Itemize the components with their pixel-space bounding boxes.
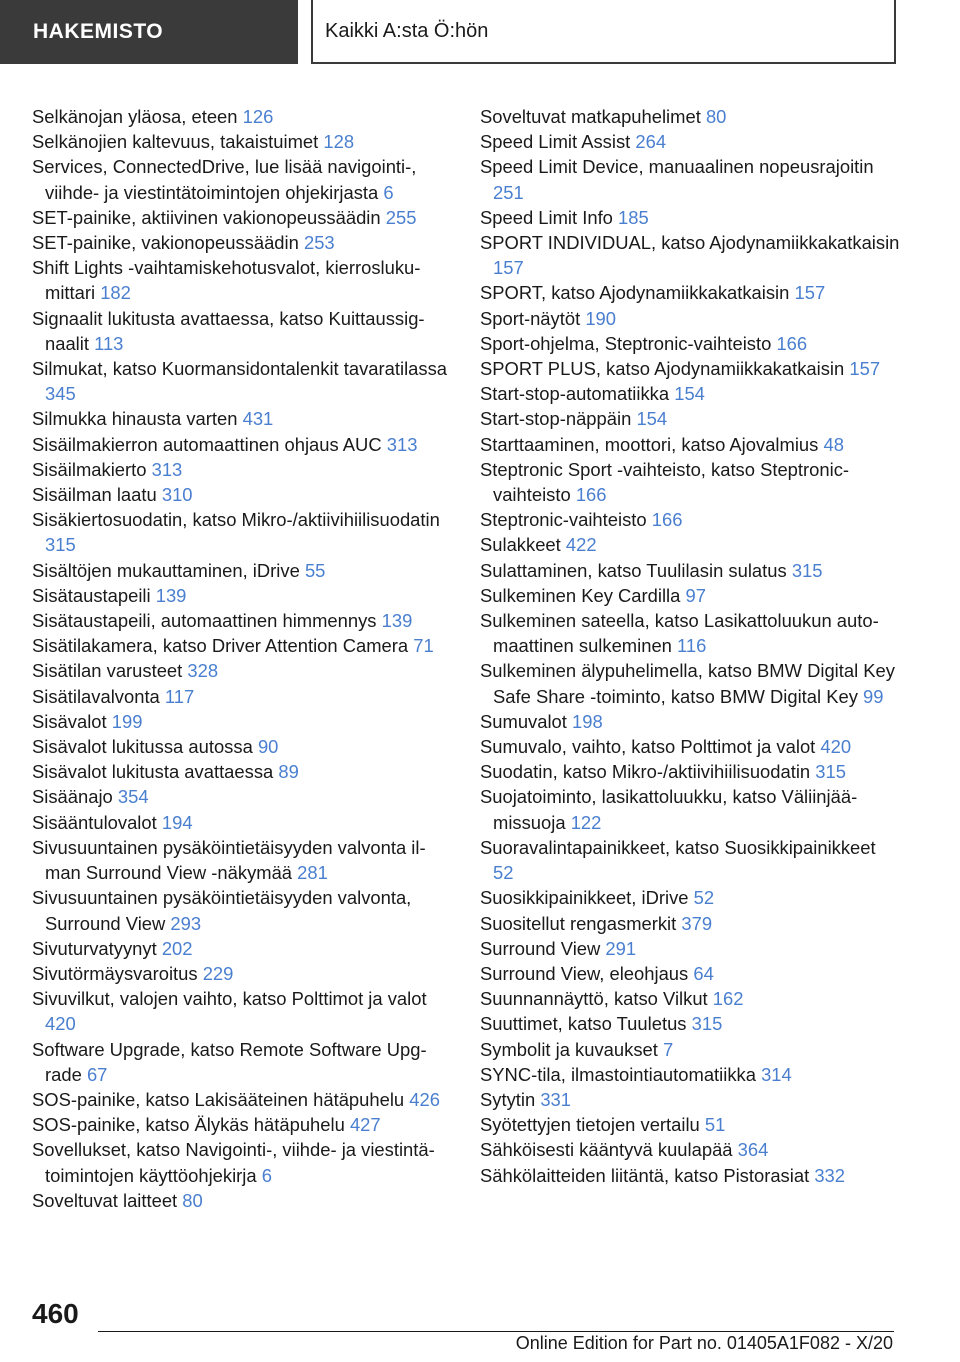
entry-term: Sisäilmakierron automaattinen ohjaus AUC (32, 433, 382, 455)
entry-term: Sivusuuntainen pysäköintietäisyyden valvonta, Surround View (32, 887, 412, 934)
entry-term: Suodatin, katso Mikro-/aktiivihiilisuodatin (480, 761, 811, 783)
entry-term: Shift Lights -vaihtamiskehotusvalot, kierroslukumittari (32, 257, 421, 304)
index-entry (32, 1037, 452, 1087)
entry-page-link[interactable]: 51 (704, 1114, 726, 1136)
entry-term: Syötettyjen tietojen vertailu (480, 1114, 700, 1136)
entry-term: Sytytin (480, 1088, 536, 1110)
entry-term: SPORT, katso Ajodynamiikkakatkaisin (480, 282, 790, 304)
entry-term: SPORT PLUS, katso Ajodynamiikkakatkaisin (480, 358, 845, 380)
entry-term: Services, ConnectedDrive, lue lisää navigointi-, viihde- ja viestintätoimintojen ohjekirjasta (32, 156, 417, 203)
entry-page-link[interactable]: 314 (761, 1063, 792, 1085)
entry-page-link[interactable]: 194 (161, 811, 193, 833)
entry-page-link[interactable]: 331 (540, 1088, 572, 1110)
entry-term: Soveltuvat laitteet (32, 1189, 178, 1211)
index-entry (480, 381, 900, 406)
index-entry (480, 154, 900, 204)
section-tab: HAKEMISTO (0, 0, 298, 64)
entry-term: SET-painike, aktiivinen vakionopeussäädin (32, 206, 381, 228)
entry-page-link[interactable]: 97 (685, 584, 706, 606)
entry-page-link[interactable]: 313 (386, 433, 418, 455)
index-entry (480, 734, 900, 759)
footer-divider (98, 1331, 894, 1332)
entry-page-link[interactable]: 354 (117, 786, 149, 808)
entry-page-link[interactable]: 379 (681, 912, 713, 934)
entry-page-link[interactable]: 116 (677, 635, 707, 657)
entry-page-link[interactable]: 157 (794, 282, 826, 304)
entry-page-link[interactable]: 364 (737, 1139, 769, 1161)
entry-page-link[interactable]: 264 (635, 131, 667, 153)
entry-term: Speed Limit Assist (480, 131, 631, 153)
entry-page-link[interactable]: 166 (575, 484, 607, 506)
entry-term: Sisävalot (32, 710, 107, 732)
entry-term: Suosikkipainikkeet, iDrive (480, 887, 689, 909)
index-entry (480, 205, 900, 230)
index-entry (480, 885, 900, 910)
index-entry (32, 306, 452, 356)
index-entry (32, 1087, 452, 1112)
entry-term: Sähköisesti kääntyvä kuulapää (480, 1139, 733, 1161)
entry-term: Sähkölaitteiden liitäntä, katso Pistorasiat (480, 1164, 810, 1186)
index-entry (480, 1037, 900, 1062)
edition-note: Online Edition for Part no. 01405A1F082 - X/20 (515, 1333, 893, 1353)
entry-page-link[interactable]: 52 (493, 862, 514, 884)
entry-page-link[interactable]: 315 (45, 534, 76, 556)
entry-term: Sivuturvatyynyt (32, 937, 157, 959)
entry-term: Surround View, eleohjaus (480, 962, 689, 984)
entry-term: Sulattaminen, katso Tuulilasin sulatus (480, 559, 787, 581)
entry-term: Sivutörmäysvaroitus (32, 962, 198, 984)
entry-term: SOS-painike, katso Lakisääteinen hätäpuhelu (32, 1088, 405, 1110)
entry-page-link[interactable]: 6 (383, 181, 394, 203)
entry-page-link[interactable]: 157 (849, 358, 881, 380)
entry-term: Suositellut rengasmerkit (480, 912, 677, 934)
index-entry (480, 432, 900, 457)
section-subtitle: Kaikki A:sta Ö:hön (311, 0, 896, 64)
index-entry (32, 205, 452, 230)
entry-page-link[interactable]: 202 (161, 937, 193, 959)
entry-term: Silmukka hinausta varten (32, 408, 238, 430)
index-entry (32, 784, 452, 809)
index-entry (480, 129, 900, 154)
entry-term: Sivuvilkut, valojen vaihto, katso Polttimot ja valot (32, 988, 427, 1010)
entry-term: Suunnannäyttö, katso Vilkut (480, 988, 708, 1010)
entry-term: Steptronic-vaihteisto (480, 509, 647, 531)
entry-term: Sulkeminen sateella, katso Lasikattoluukun automaattinen sulkeminen (480, 610, 879, 657)
entry-page-link[interactable]: 332 (814, 1164, 845, 1186)
index-entry (480, 835, 900, 885)
index-entry (480, 406, 900, 431)
entry-term: Sisäilman laatu (32, 484, 157, 506)
entry-page-link[interactable]: 48 (823, 433, 844, 455)
index-entry (32, 482, 452, 507)
entry-term: Soveltuvat matkapuhelimet (480, 106, 701, 127)
entry-page-link[interactable]: 420 (820, 736, 852, 758)
entry-page-link[interactable]: 422 (565, 534, 597, 556)
entry-page-link[interactable]: 67 (86, 1063, 108, 1085)
index-entry (480, 532, 900, 557)
index-entry (32, 684, 452, 709)
index-column-right (480, 104, 900, 1188)
entry-page-link[interactable]: 420 (45, 1013, 76, 1035)
index-entry (480, 306, 900, 331)
entry-page-link[interactable]: 55 (304, 559, 326, 581)
entry-page-link[interactable]: 139 (381, 610, 413, 632)
entry-page-link[interactable]: 126 (242, 106, 274, 127)
index-entry (480, 961, 900, 986)
entry-term: Suoravalintapainikkeet, katso Suosikkipainikkeet (480, 836, 876, 858)
entry-page-link[interactable]: 166 (651, 509, 683, 531)
index-entry (32, 658, 452, 683)
entry-term: Sumuvalot (480, 710, 567, 732)
index-entry (32, 507, 452, 557)
entry-term: SOS-painike, katso Älykäs hätäpuhelu (32, 1114, 345, 1136)
entry-term: Selkänojien kaltevuus, takaistuimet (32, 131, 319, 153)
entry-term: SPORT INDIVIDUAL, katso Ajodynamiikkakatkaisin (480, 232, 900, 254)
index-entry (32, 885, 452, 935)
entry-page-link[interactable]: 281 (297, 862, 328, 884)
index-entry (32, 936, 452, 961)
index-entry (32, 810, 452, 835)
entry-term: Steptronic Sport -vaihteisto, katso Steptronic-vaihteisto (480, 458, 850, 506)
entry-term: Silmukat, katso Kuormansidontalenkit tavaratilassa (32, 358, 448, 380)
entry-page-link[interactable]: 253 (303, 232, 335, 254)
entry-page-link[interactable]: 190 (585, 307, 616, 329)
index-entry (480, 230, 900, 280)
index-entry (32, 558, 452, 583)
entry-term: Sport-ohjelma, Steptronic-vaihteisto (480, 332, 772, 354)
entry-page-link[interactable]: 139 (155, 584, 187, 606)
entry-page-link[interactable]: 162 (712, 988, 744, 1010)
index-entry (480, 986, 900, 1011)
entry-term: Symbolit ja kuvaukset (480, 1038, 658, 1060)
entry-term: Speed Limit Info (480, 206, 613, 228)
entry-page-link[interactable]: 199 (111, 710, 143, 732)
index-entry (32, 356, 452, 406)
entry-page-link[interactable]: 313 (151, 458, 183, 480)
entry-page-link[interactable]: 166 (776, 332, 808, 354)
index-entry (480, 1062, 900, 1087)
entry-term: Selkänojan yläosa, eteen (32, 106, 238, 127)
entry-term: Sulkeminen Key Cardilla (480, 584, 681, 606)
entry-page-link[interactable]: 6 (261, 1164, 272, 1186)
entry-page-link[interactable]: 427 (349, 1114, 381, 1136)
index-entry (480, 1011, 900, 1036)
index-entry (480, 104, 900, 129)
index-entry (32, 129, 452, 154)
index-entry (32, 230, 452, 255)
entry-page-link[interactable]: 185 (618, 206, 649, 228)
index-entry (32, 255, 452, 305)
entry-page-link[interactable]: 431 (242, 408, 274, 430)
index-entry (32, 583, 452, 608)
page-header (0, 0, 960, 64)
entry-term: Sport-näytöt (480, 307, 581, 329)
entry-page-link[interactable]: 113 (94, 332, 124, 354)
entry-term: Suojatoiminto, lasikattoluukku, katso Väliinjäämissuoja (480, 786, 858, 833)
entry-page-link[interactable]: 345 (45, 383, 76, 405)
entry-term: Sumuvalo, vaihto, katso Polttimot ja valot (480, 736, 816, 758)
entry-page-link[interactable]: 128 (323, 131, 355, 153)
entry-term: Suuttimet, katso Tuuletus (480, 1013, 687, 1035)
index-entry (480, 936, 900, 961)
entry-page-link[interactable]: 157 (493, 257, 524, 279)
entry-page-link[interactable]: 122 (570, 811, 602, 833)
entry-term: Sisätilavalvonta (32, 685, 160, 707)
entry-term: Sisäilmakierto (32, 458, 147, 480)
entry-page-link[interactable]: 154 (636, 408, 668, 430)
entry-term: Sisätilan varusteet (32, 660, 183, 682)
index-entry (32, 608, 452, 633)
entry-term: SET-painike, vakionopeussäädin (32, 232, 299, 254)
entry-term: Surround View (480, 937, 601, 959)
entry-page-link[interactable]: 426 (409, 1088, 440, 1110)
entry-page-link[interactable]: 315 (691, 1013, 723, 1035)
entry-term: Sisätilakamera, katso Driver Attention Camera (32, 635, 409, 657)
index-entry (480, 759, 900, 784)
entry-page-link[interactable]: 80 (705, 106, 727, 127)
entry-page-link[interactable]: 255 (385, 206, 417, 228)
entry-page-link[interactable]: 71 (413, 635, 434, 657)
index-column-left (32, 104, 452, 1213)
index-entry (480, 911, 900, 936)
entry-term: Sisätaustapeili (32, 584, 151, 606)
entry-term: Sulkeminen älypuhelimella, katso BMW Digital Key Safe Share -toiminto, katso BMW Digital Key (480, 660, 895, 707)
entry-page-link[interactable]: 64 (693, 962, 714, 984)
index-entry (32, 961, 452, 986)
entry-term: Sisäkiertosuodatin, katso Mikro-/aktiivihiilisuodatin (32, 509, 440, 531)
index-entry (32, 406, 452, 431)
index-entry (480, 558, 900, 583)
entry-term: Start-stop-automatiikka (480, 383, 670, 405)
entry-page-link[interactable]: 251 (493, 181, 524, 203)
entry-term: Sisävalot lukitussa autossa (32, 736, 253, 758)
index-entry (480, 784, 900, 834)
entry-term: Sisäänajo (32, 786, 113, 808)
index-entry (32, 759, 452, 784)
index-entry (32, 1112, 452, 1137)
index-entry (480, 356, 900, 381)
entry-term: SYNC-tila, ilmastointiautomatiikka (480, 1063, 756, 1085)
entry-term: Starttaaminen, moottori, katso Ajovalmius (480, 433, 819, 455)
index-entry (32, 1188, 452, 1213)
entry-page-link[interactable]: 293 (170, 912, 202, 934)
index-entry (480, 1163, 900, 1188)
entry-page-link[interactable]: 198 (572, 710, 603, 732)
index-entry (480, 280, 900, 305)
entry-page-link[interactable]: 99 (863, 685, 884, 707)
entry-term: Sisääntulovalot (32, 811, 157, 833)
index-entry (32, 633, 452, 658)
index-entry (480, 1137, 900, 1162)
page-number: 460 (32, 1298, 79, 1329)
entry-page-link[interactable]: 315 (791, 559, 823, 581)
index-entry (32, 432, 452, 457)
entry-term: Sisätaustapeili, automaattinen himmennys (32, 610, 377, 632)
entry-page-link[interactable]: 52 (693, 887, 715, 909)
index-entry (32, 104, 452, 129)
entry-term: Sovellukset, katso Navigointi-, viihde- ja viestintätoimintojen käyttöohjekirja (32, 1139, 435, 1186)
entry-page-link[interactable]: 90 (257, 736, 279, 758)
entry-term: Sulakkeet (480, 534, 561, 556)
index-entry (480, 608, 900, 658)
entry-page-link[interactable]: 7 (662, 1038, 674, 1060)
entry-page-link[interactable]: 154 (674, 383, 705, 405)
entry-page-link[interactable]: 315 (815, 761, 846, 783)
entry-term: Speed Limit Device, manuaalinen nopeusrajoitin (480, 156, 874, 178)
index-entry (32, 1137, 452, 1187)
index-entry (32, 154, 452, 204)
entry-page-link[interactable]: 229 (202, 962, 234, 984)
index-entry (480, 583, 900, 608)
entry-term: Software Upgrade, katso Remote Software Upgrade (32, 1038, 427, 1085)
index-entry (480, 658, 900, 708)
index-entry (480, 507, 900, 532)
entry-page-link[interactable]: 117 (164, 685, 195, 707)
index-entry (32, 734, 452, 759)
index-entry (480, 1087, 900, 1112)
entry-term: Start-stop-näppäin (480, 408, 632, 430)
entry-page-link[interactable]: 328 (187, 660, 219, 682)
entry-page-link[interactable]: 182 (100, 282, 131, 304)
entry-page-link[interactable]: 291 (605, 937, 637, 959)
index-entry (480, 457, 900, 507)
entry-term: Sisältöjen mukauttaminen, iDrive (32, 559, 300, 581)
entry-page-link[interactable]: 80 (182, 1189, 203, 1211)
index-entry (480, 1112, 900, 1137)
index-entry (32, 986, 452, 1036)
entry-page-link[interactable]: 310 (161, 484, 193, 506)
index-entry (480, 331, 900, 356)
entry-term: Sivusuuntainen pysäköintietäisyyden valvonta ilman Surround View -näkymää (32, 836, 426, 884)
index-entry (32, 709, 452, 734)
index-entry (32, 835, 452, 885)
index-entry (480, 709, 900, 734)
entry-page-link[interactable]: 89 (278, 761, 299, 783)
entry-term: Sisävalot lukitusta avattaessa (32, 761, 274, 783)
index-entry (32, 457, 452, 482)
entry-term: Signaalit lukitusta avattaessa, katso Kuittaussignaalit (32, 307, 425, 354)
